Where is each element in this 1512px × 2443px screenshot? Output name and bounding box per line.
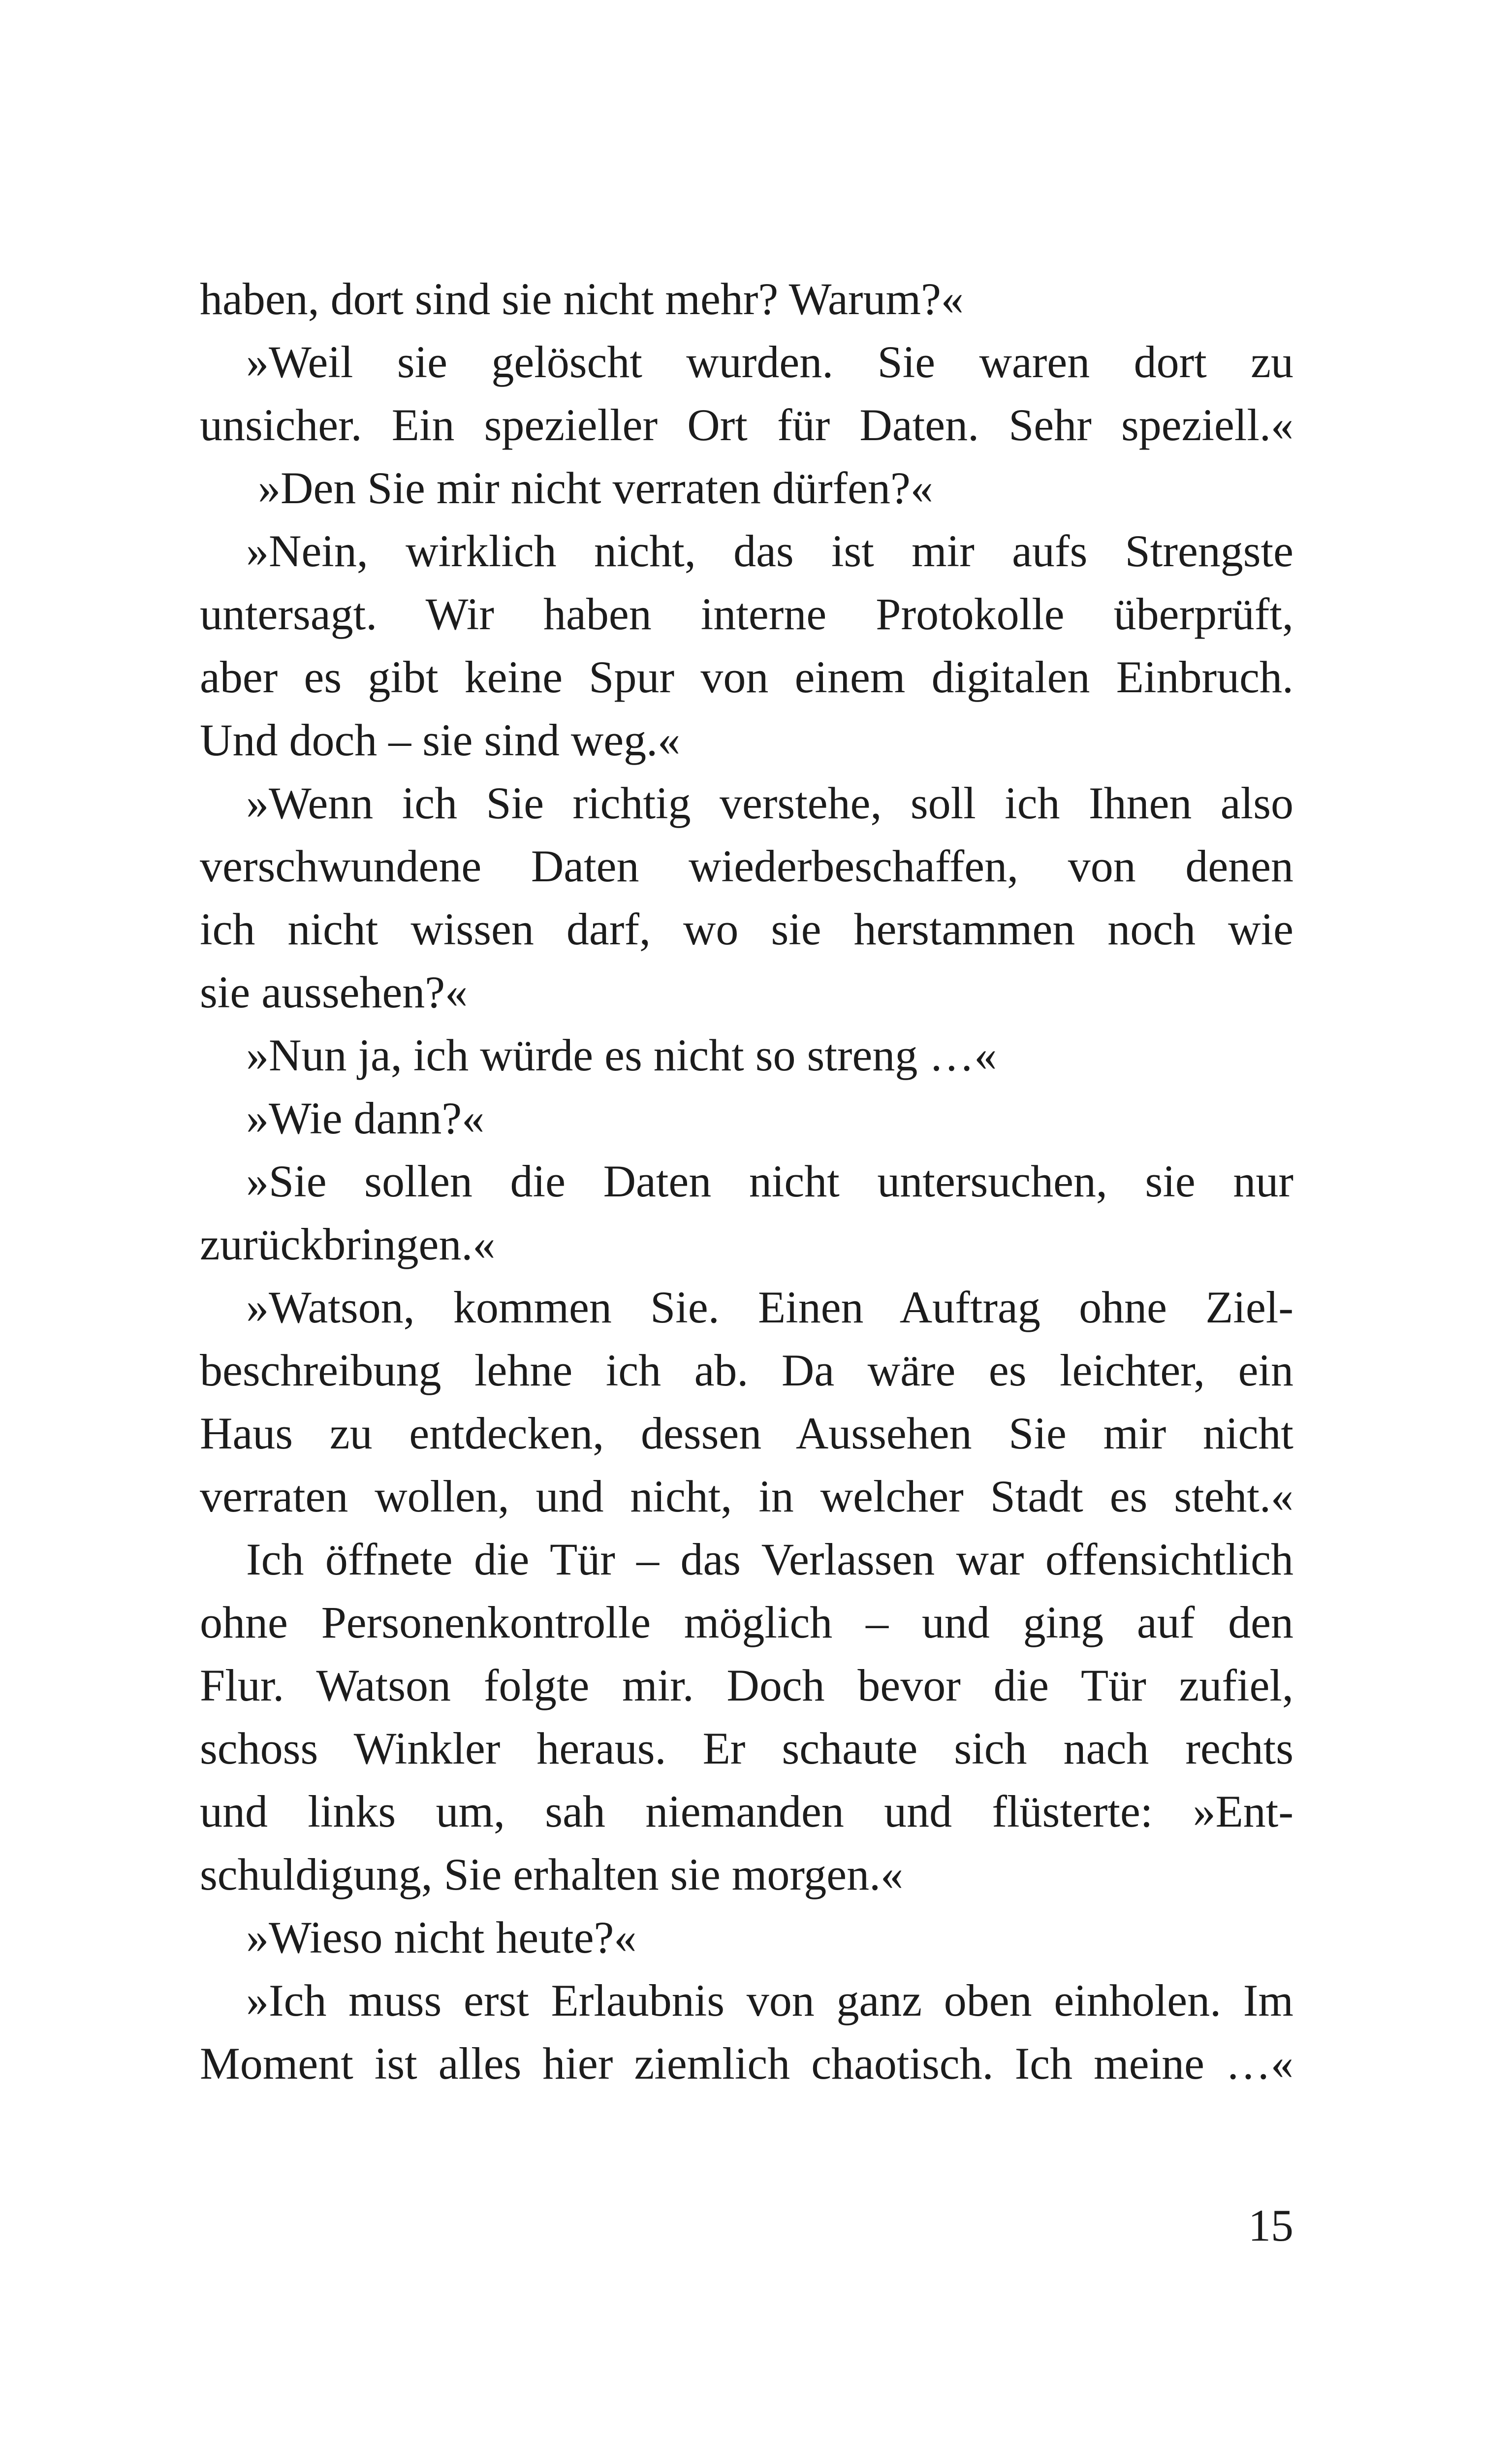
text-line: Flur. Watson folgte mir. Doch bevor die Tür zufiel,	[200, 1660, 1293, 1710]
text-line: schuldigung, Sie erhalten sie morgen.«	[200, 1849, 904, 1899]
text-line: »Den Sie mir nicht verraten dürfen?«	[258, 463, 933, 513]
text-line: verraten wollen, und nicht, in welcher Stadt es steht.«	[200, 1471, 1293, 1521]
text-line: »Ich muss erst Erlaubnis von ganz oben einholen. Im	[246, 1975, 1293, 2025]
text-line: ohne Personenkontrolle möglich – und ging auf den	[200, 1597, 1293, 1647]
text-line: »Nein, wirklich nicht, das ist mir aufs Strengste	[246, 526, 1293, 576]
text-line: »Wenn ich Sie richtig verstehe, soll ich Ihnen also	[246, 778, 1293, 828]
text-line: Und doch – sie sind weg.«	[200, 715, 681, 765]
text-line: Moment ist alles hier ziemlich chaotisch. Ich meine …«	[200, 2038, 1293, 2089]
text-line: Haus zu entdecken, dessen Aussehen Sie mir nicht	[200, 1408, 1293, 1458]
text-line: schoss Winkler heraus. Er schaute sich nach rechts	[200, 1723, 1293, 1773]
text-line: »Watson, kommen Sie. Einen Auftrag ohne Ziel-	[246, 1282, 1293, 1332]
text-line: ich nicht wissen darf, wo sie herstammen noch wie	[200, 904, 1293, 954]
text-line: Ich öffnete die Tür – das Verlassen war offensichtlich	[246, 1534, 1293, 1584]
page-number: 15	[1248, 2200, 1293, 2250]
text-line: »Nun ja, ich würde es nicht so streng …«	[246, 1030, 997, 1080]
text-line: untersagt. Wir haben interne Protokolle überprüft,	[200, 589, 1293, 639]
text-line: »Wie dann?«	[246, 1093, 485, 1143]
text-line: verschwundene Daten wiederbeschaffen, von denen	[200, 841, 1293, 891]
text-line: haben, dort sind sie nicht mehr? Warum?«	[200, 274, 964, 324]
text-line: sie aussehen?«	[200, 967, 468, 1017]
text-line: und links um, sah niemanden und flüsterte: »Ent-	[200, 1786, 1293, 1836]
text-line: »Sie sollen die Daten nicht untersuchen, sie nur	[246, 1156, 1293, 1206]
text-line: aber es gibt keine Spur von einem digitalen Einbruch.	[200, 652, 1293, 702]
text-line: zurückbringen.«	[200, 1219, 496, 1269]
text-line: »Wieso nicht heute?«	[246, 1912, 637, 1962]
body-text	[200, 267, 1293, 2095]
text-line: »Weil sie gelöscht wurden. Sie waren dort zu	[246, 337, 1293, 387]
text-line: beschreibung lehne ich ab. Da wäre es leichter, ein	[200, 1345, 1293, 1395]
text-line: unsicher. Ein spezieller Ort für Daten. Sehr speziell.«	[200, 400, 1293, 450]
